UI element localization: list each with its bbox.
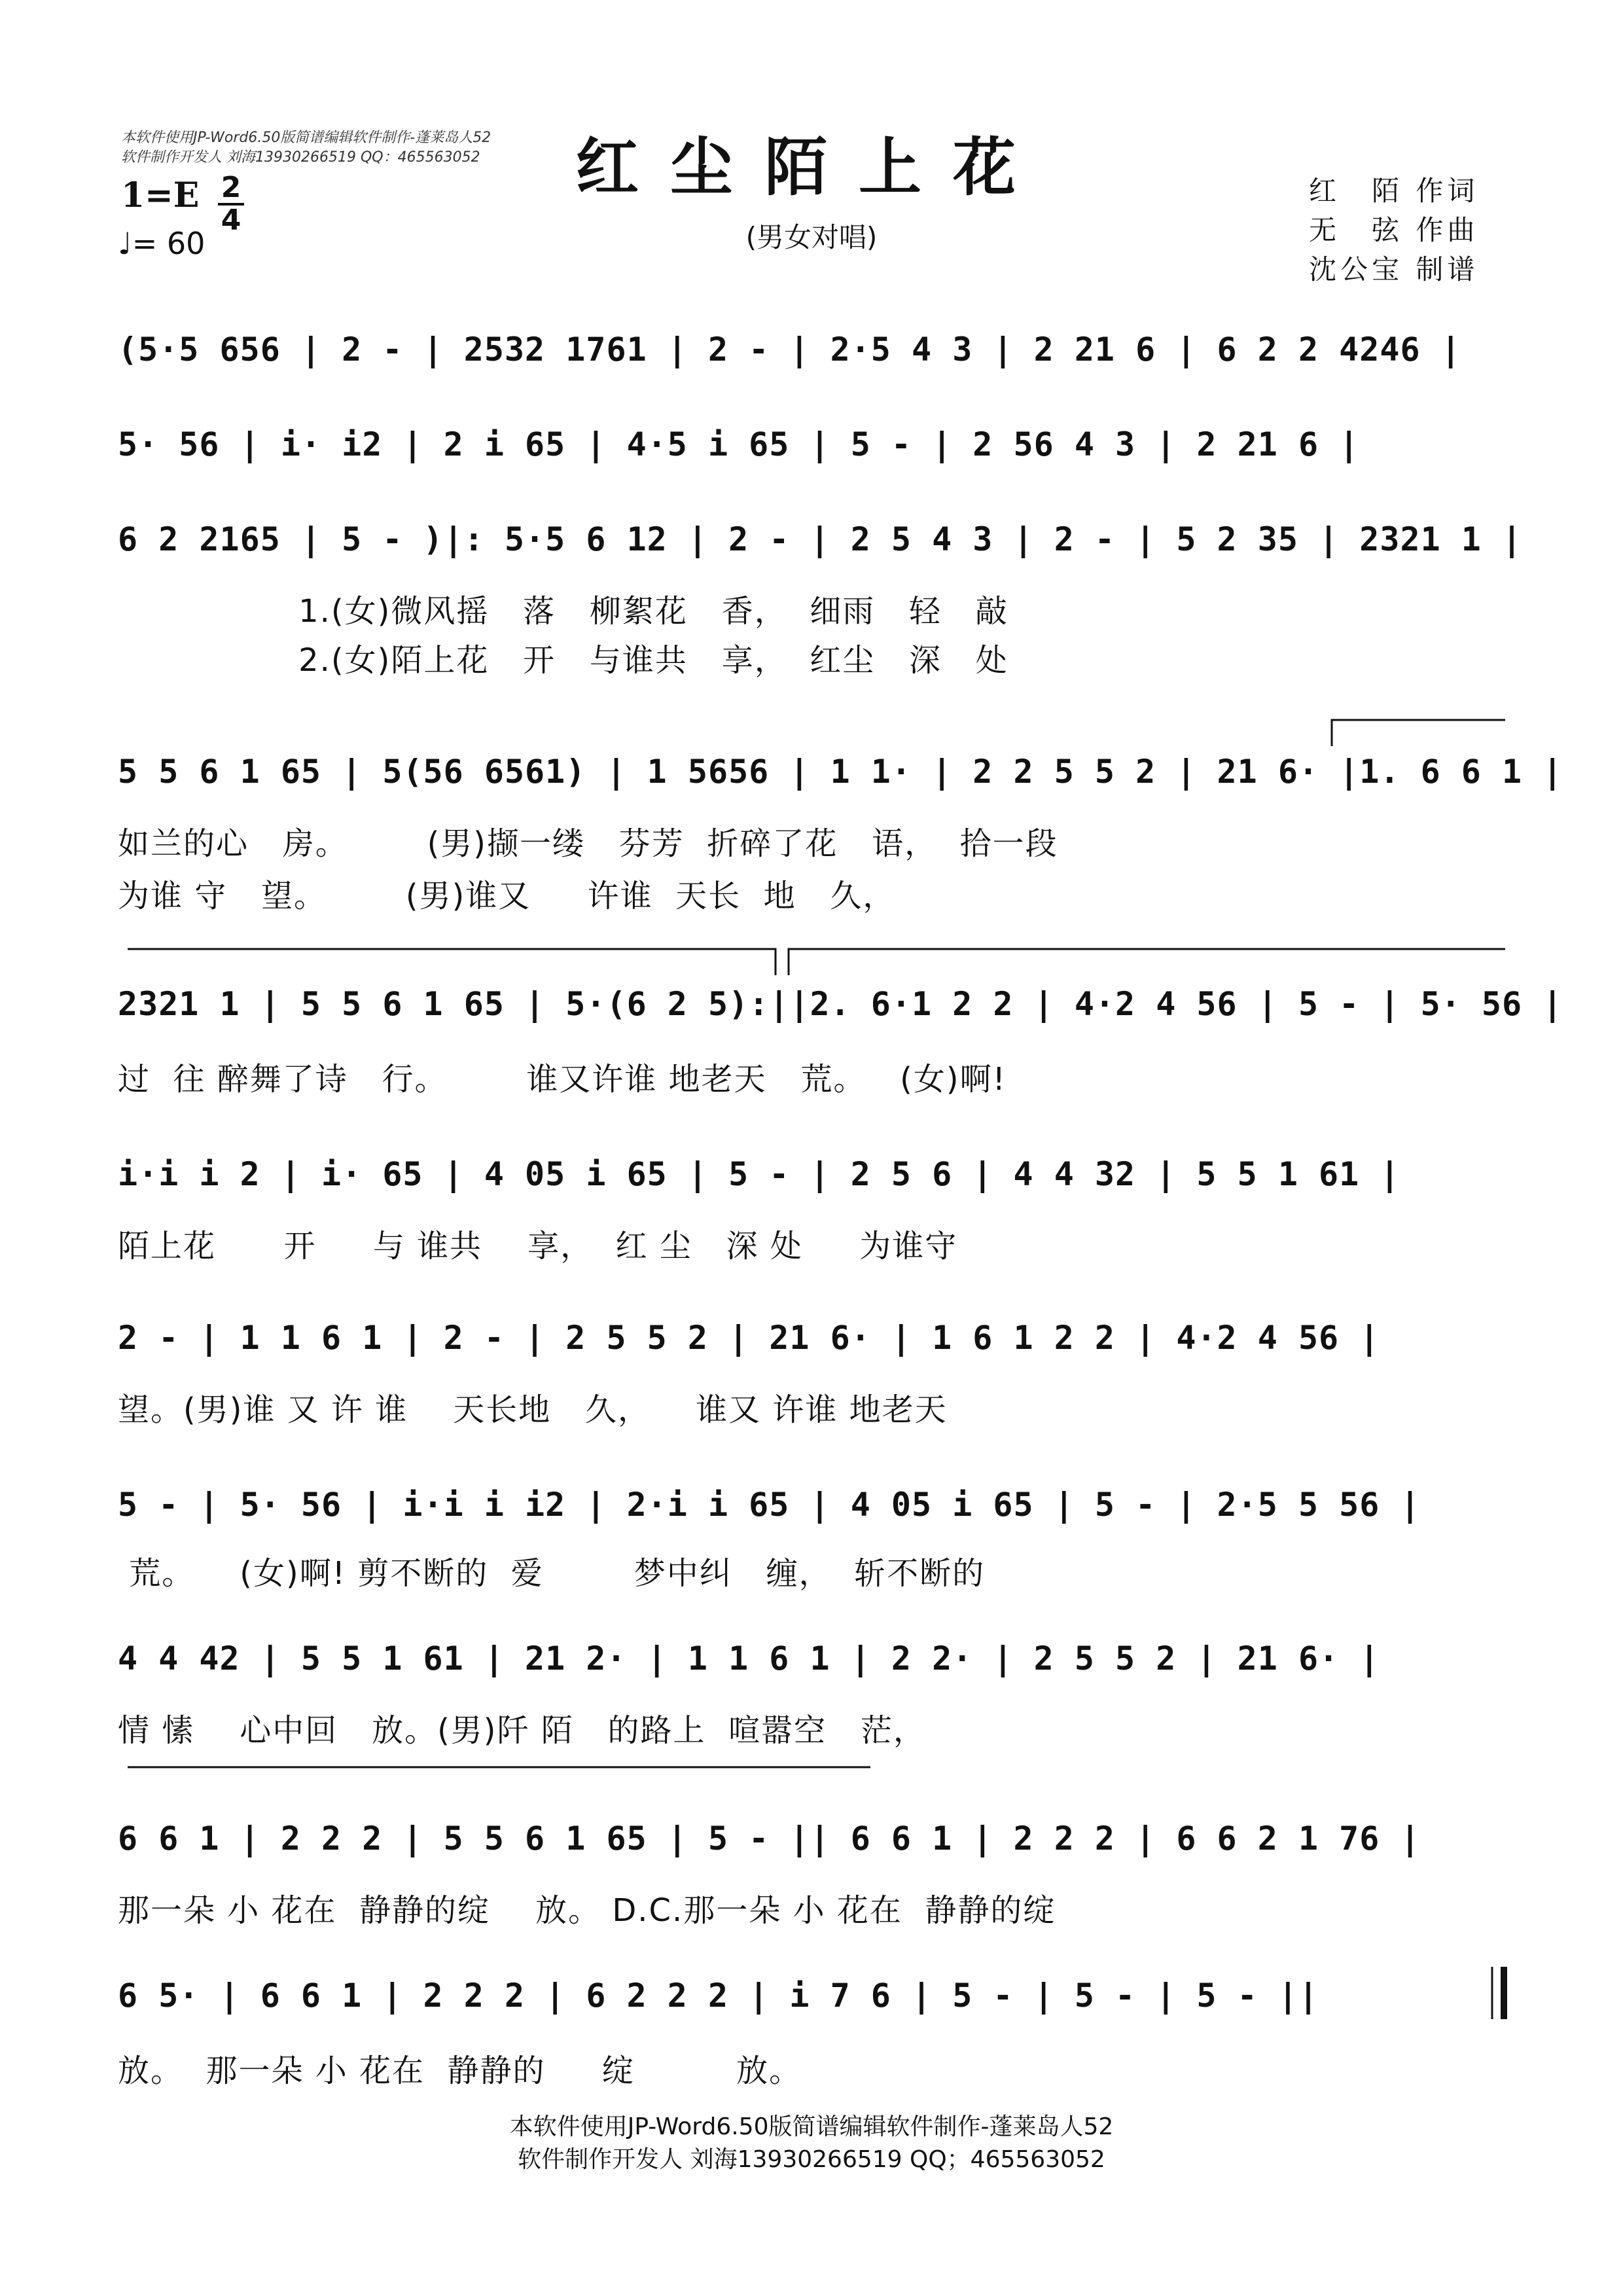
system-6-notes: i·i i 2 | i· 65 | 4 05 i 65 | 5 - | 2 5 6 | 4 4 32 | 5 5 1 61 | [118, 1155, 1400, 1193]
system-7-notes: 2 - | 1 1 6 1 | 2 - | 2 5 5 2 | 21 6· | 1 6 1 2 2 | 4·2 4 56 | [118, 1319, 1380, 1357]
bottom-watermark [0, 2111, 1623, 2176]
song-title: 红尘陌上花 [576, 130, 1047, 204]
system-5-lyrics: 过 往 醉舞了诗 行。 谁又许谁 地老天 荒。 (女)啊! [118, 1061, 1007, 1098]
volta-line-ending [128, 949, 776, 975]
system-4-notes: 5 5 6 1 65 | 5(56 6561) | 1 5656 | 1 1· | 2 2 5 5 2 | 21 6· |1. 6 6 1 | [118, 753, 1563, 791]
time-signature-top: 2 [221, 171, 241, 204]
system-11-lyrics: 放。 那一朵 小 花在 静静的 绽 放。 [118, 2053, 802, 2089]
system-8-notes: 5 - | 5· 56 | i·i i i2 | 2·i i 65 | 4 05 i 65 | 5 - | 2·5 5 56 | [118, 1486, 1421, 1524]
arranger-credit: 沈公宝 制谱 [1309, 253, 1479, 285]
key-signature: 1=E [121, 175, 200, 215]
system-4-lyrics-verse1: 如兰的心 房。 (男)撷一缕 芬芳 折碎了花 语， 拾一段 [118, 825, 1058, 862]
volta-bracket-1 [1332, 720, 1505, 746]
volta-bracket-2 [789, 949, 1505, 975]
lyricist-credit: 红 陌 作词 [1309, 175, 1479, 207]
final-barline [1492, 1967, 1504, 2019]
composer-credit: 无 弦 作曲 [1309, 214, 1479, 246]
system-4-lyrics-verse2: 为谁 守 望。 (男)谁又 许谁 天长 地 久， [118, 878, 896, 914]
system-9-lyrics: 情 愫 心中回 放。(男)阡 陌 的路上 喧嚣空 茫， [118, 1712, 926, 1749]
system-11-notes: 6 5· | 6 6 1 | 2 2 2 | 6 2 2 2 | i 7 6 | 5 - | 5 - | 5 - || [118, 1977, 1319, 2015]
top-watermark-line1: 本软件使用JP-Word6.50版简谱编辑软件制作-蓬莱岛人52 [121, 130, 491, 146]
system-3-lyrics-verse2: 2.(女)陌上花 开 与谁共 享， 红尘 深 处 [118, 642, 1008, 679]
system-6-lyrics: 陌上花 开 与 谁共 享， 红 尘 深 处 为谁守 [118, 1228, 958, 1265]
tempo-value: = 60 [132, 226, 205, 261]
system-7-lyrics: 望。(男)谁 又 许 谁 天长地 久， 谁又 许谁 地老天 [118, 1391, 948, 1428]
song-subtitle: (男女对唱) [745, 221, 878, 253]
bottom-watermark-line2: 软件制作开发人 刘海13930266519 QQ；465563052 [518, 2146, 1105, 2173]
system-5-notes: 2321 1 | 5 5 6 1 65 | 5·(6 2 5):||2. 6·1 2 2 | 4·2 4 56 | 5 - | 5· 56 | [118, 985, 1563, 1023]
system-3-notes: 6 2 2165 | 5 - )|: 5·5 6 12 | 2 - | 2 5 4 3 | 2 - | 5 2 35 | 2321 1 | [118, 520, 1523, 558]
time-signature-bottom: 4 [221, 204, 241, 237]
system-1-notes: (5·5 656 | 2 - | 2532 1761 | 2 - | 2·5 4 3 | 2 21 6 | 6 2 2 4246 | [118, 331, 1461, 368]
system-10-lyrics: 那一朵 小 花在 静静的绽 放。 D.C.那一朵 小 花在 静静的绽 [118, 1892, 1056, 1929]
system-9-notes: 4 4 42 | 5 5 1 61 | 21 2· | 1 1 6 1 | 2 2· | 2 5 5 2 | 21 6· | [118, 1640, 1380, 1677]
system-10-notes: 6 6 1 | 2 2 2 | 5 5 6 1 65 | 5 - || 6 6 1 | 2 2 2 | 6 6 2 1 76 | [118, 1820, 1421, 1857]
system-3-lyrics-verse1: 1.(女)微风摇 落 柳絮花 香， 细雨 轻 敲 [118, 593, 1008, 630]
bottom-watermark-line1: 本软件使用JP-Word6.50版简谱编辑软件制作-蓬莱岛人52 [509, 2113, 1114, 2140]
system-8-lyrics: 荒。 (女)啊! 剪不断的 爱 梦中纠 缠， 斩不断的 [118, 1555, 986, 1592]
top-watermark-line2: 软件制作开发人 刘海13930266519 QQ：465563052 [121, 149, 480, 166]
quarter-note-icon: ♩ [118, 226, 132, 261]
system-2-notes: 5· 56 | i· i2 | 2 i 65 | 4·5 i 65 | 5 - | 2 56 4 3 | 2 21 6 | [118, 425, 1360, 463]
